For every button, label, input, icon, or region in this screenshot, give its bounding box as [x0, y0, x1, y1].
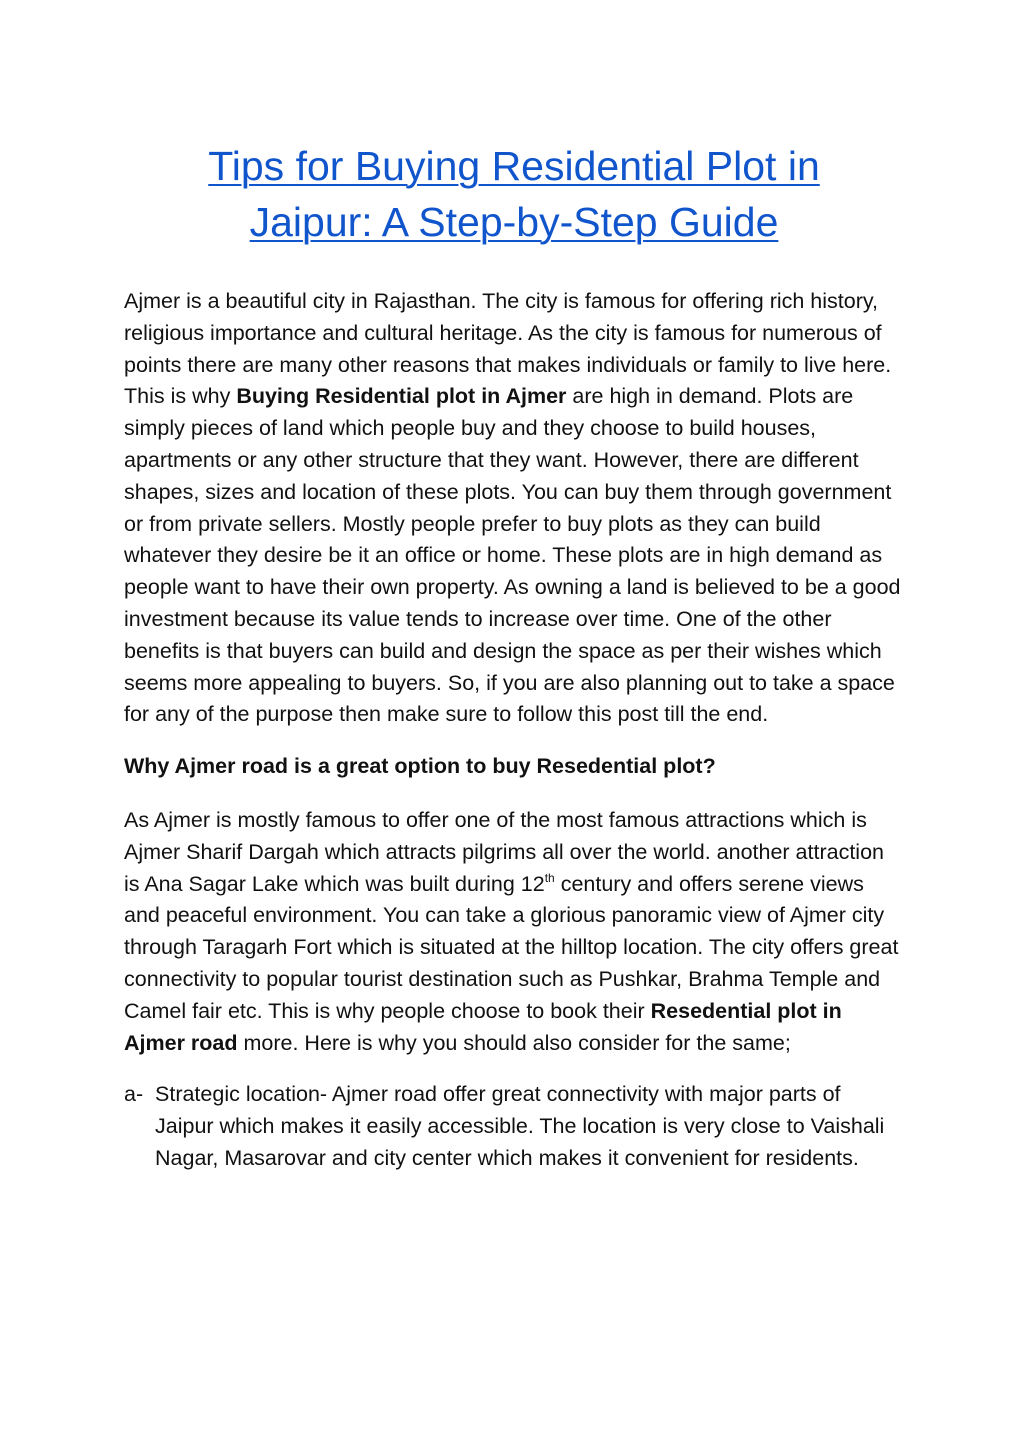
intro-text-start: Ajmer is a beautiful city in Rajasthan. The city is famous for offering rich history, religious importance and cultural heritage. As the city is famous for numerous of points there are many other reasons that makes individuals or family to live here. This is why [124, 289, 892, 409]
attractions-text-middle: century and offers serene views and peaceful environment. You can take a glorious panoramic view of Ajmer city through Taragarh Fort which is situated at the hilltop location. The city offers great connectivity to popular tourist destination such as Pushkar, Brahma Temple and Camel fair etc. This is why people choose to book their [124, 871, 899, 1023]
title-line-2: Jaipur: A Step-by-Step Guide [249, 199, 779, 245]
attractions-bold-keyword: Resedential plot in Ajmer road [124, 998, 842, 1055]
attractions-text-end: more. Here is why you should also consider for the same; [237, 1030, 791, 1055]
title-link[interactable] [208, 143, 820, 245]
attractions-paragraph [124, 805, 904, 1059]
list-marker: a- [124, 1082, 144, 1107]
document-title [84, 138, 944, 250]
document-page [124, 138, 904, 1175]
list-item-text: Strategic location- Ajmer road offer great connectivity with major parts of Jaipur which makes it easily accessible. The location is very close to Vaishali Nagar, Masarovar and city center which makes it convenient for residents. [155, 1082, 885, 1170]
intro-paragraph [124, 286, 904, 731]
list-item [124, 1079, 904, 1174]
section-heading: Why Ajmer road is a great option to buy Resedential plot? [124, 754, 716, 779]
title-line-1: Tips for Buying Residential Plot in [208, 143, 820, 189]
ordinal-superscript: th [544, 870, 555, 885]
intro-text-end: are high in demand. Plots are simply pieces of land which people buy and they choose to build houses, apartments or any other structure that they want. However, there are different shapes, sizes and location of these plots. You can buy them through government or from private sellers. Mostly people prefer to buy plots as they can build whatever they desire be it an office or home. These plots are in high demand as people want to have their own property. As owning a land is believed to be a good investment because its value tends to increase over time. One of the other benefits is that buyers can build and design the space as per their wishes which seems more appealing to buyers. So, if you are also planning out to take a space for any of the purpose then make sure to follow this post till the end. [124, 384, 901, 727]
intro-bold-keyword: Buying Residential plot in Ajmer [236, 384, 567, 409]
attractions-text-start: As Ajmer is mostly famous to offer one of the most famous attractions which is Ajmer Sharif Dargah which attracts pilgrims all over the world. another attraction is Ana Sagar Lake which was built during 12 [124, 807, 884, 896]
